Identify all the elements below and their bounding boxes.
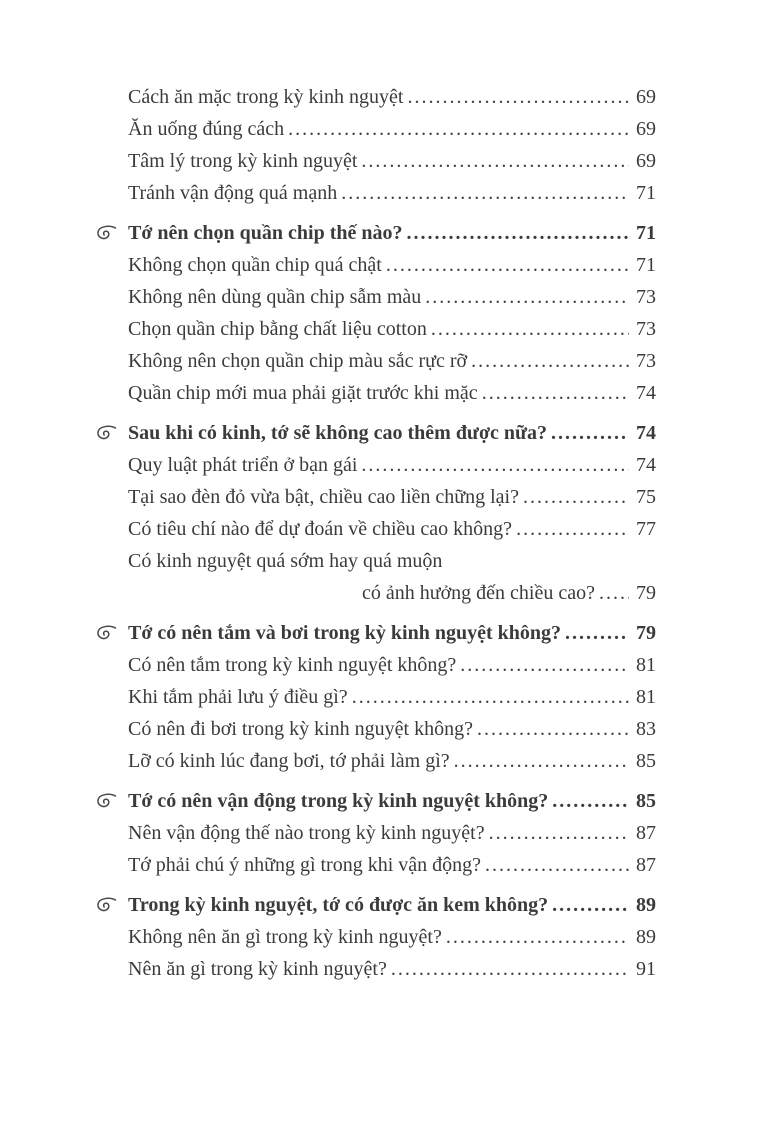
dot-leader [552,788,629,814]
toc-page-number: 79 [636,622,656,644]
toc-page-number: 69 [636,150,656,172]
dot-leader [386,252,629,278]
toc-page-number: 81 [636,654,656,676]
dot-leader [482,380,629,406]
dot-leader [408,84,630,110]
dot-leader [454,748,629,774]
toc-entry [128,652,656,678]
toc-section-entry [128,420,656,446]
dot-leader [485,852,629,878]
toc-page-number: 91 [636,958,656,980]
toc-entry-label: Ăn uống đúng cách [128,118,285,140]
toc-page-number: 85 [636,790,656,812]
dot-leader [565,620,629,646]
toc-page-number: 75 [636,486,656,508]
toc-entry [128,252,656,278]
toc-entry [128,748,656,774]
swirl-icon [95,625,117,641]
toc-entry [128,852,656,878]
toc-section-entry [128,788,656,814]
toc-entry-label: Tâm lý trong kỳ kinh nguyệt [128,150,358,172]
toc-entry-label: Không nên dùng quần chip sẫm màu [128,286,422,308]
toc-section-label: Tớ có nên tắm và bơi trong kỳ kinh nguyệt không? [128,622,561,644]
toc-entry [128,820,656,846]
toc-section-label: Tớ có nên vận động trong kỳ kinh nguyệt không? [128,790,549,812]
toc-entry-line2 [128,580,656,606]
dot-leader [361,452,629,478]
toc-entry-label: Không nên ăn gì trong kỳ kinh nguyệt? [128,926,442,948]
swirl-icon [95,225,117,241]
toc-entry [128,516,656,542]
toc-page-number: 87 [636,854,656,876]
toc-page-number: 71 [636,254,656,276]
toc-entry-label: Không nên chọn quần chip màu sắc rực rỡ [128,350,468,372]
toc-entry-label: Cách ăn mặc trong kỳ kinh nguyệt [128,86,404,108]
toc-entry-label: Khi tắm phải lưu ý điều gì? [128,686,348,708]
toc-entry-label: Có kinh nguyệt quá sớm hay quá muộn [128,550,443,572]
dot-leader [551,420,629,446]
toc-list [128,84,656,982]
dot-leader [477,716,629,742]
toc-entry [128,180,656,206]
toc-entry-label: Nên ăn gì trong kỳ kinh nguyệt? [128,958,387,980]
dot-leader [552,892,629,918]
dot-leader [471,348,629,374]
toc-entry [128,452,656,478]
toc-entry-label: Tớ phải chú ý những gì trong khi vận động? [128,854,482,876]
toc-entry-label: Quần chip mới mua phải giặt trước khi mặc [128,382,478,404]
toc-section-entry [128,892,656,918]
toc-section-entry [128,620,656,646]
swirl-icon [95,425,117,441]
dot-leader [391,956,629,982]
toc-page-number: 73 [636,318,656,340]
dot-leader [516,516,629,542]
toc-entry-label: Lỡ có kinh lúc đang bơi, tớ phải làm gì? [128,750,450,772]
toc-entry-label: Tại sao đèn đỏ vừa bật, chiều cao liền chững lại? [128,486,519,508]
toc-page-number: 89 [636,926,656,948]
toc-page-number: 73 [636,286,656,308]
dot-leader [599,580,629,606]
toc-entry [128,116,656,142]
dot-leader [431,316,629,342]
toc-entry [128,148,656,174]
toc-entry-label: Có nên đi bơi trong kỳ kinh nguyệt không? [128,718,473,740]
toc-entry-label: Nên vận động thế nào trong kỳ kinh nguyệt? [128,822,485,844]
toc-page-number: 69 [636,118,656,140]
toc-entry-line1 [128,548,656,574]
toc-page-number: 83 [636,718,656,740]
toc-page-number: 77 [636,518,656,540]
toc-entry [128,84,656,110]
toc-section-label: Sau khi có kinh, tớ sẽ không cao thêm được nữa? [128,422,548,444]
dot-leader [489,820,629,846]
toc-entry-label: Quy luật phát triển ở bạn gái [128,454,358,476]
dot-leader [446,924,629,950]
toc-page-number: 81 [636,686,656,708]
toc-page-number: 89 [636,894,656,916]
toc-page-number: 71 [636,182,656,204]
toc-entry-label: Chọn quần chip bằng chất liệu cotton [128,318,427,340]
toc-page-number: 69 [636,86,656,108]
toc-page-number: 85 [636,750,656,772]
toc-entry [128,380,656,406]
dot-leader [523,484,629,510]
dot-leader [425,284,629,310]
toc-entry [128,924,656,950]
toc-entry-label: Tránh vận động quá mạnh [128,182,338,204]
swirl-icon [95,793,117,809]
toc-page-number: 74 [636,422,656,444]
swirl-icon [95,897,117,913]
dot-leader [361,148,629,174]
toc-entry-label: Có nên tắm trong kỳ kinh nguyệt không? [128,654,457,676]
dot-leader [352,684,629,710]
toc-entry [128,484,656,510]
toc-entry-label: Có tiêu chí nào để dự đoán về chiều cao không? [128,518,513,540]
dot-leader [288,116,629,142]
toc-entry [128,684,656,710]
toc-section-label: Trong kỳ kinh nguyệt, tớ có được ăn kem không? [128,894,549,916]
toc-entry [128,316,656,342]
toc-section-label: Tớ nên chọn quần chip thế nào? [128,222,403,244]
dot-leader [341,180,629,206]
toc-page-number: 73 [636,350,656,372]
toc-page-number: 79 [636,582,656,604]
toc-entry-label-continuation: có ảnh hưởng đến chiều cao? [362,582,595,604]
toc-page-number: 74 [636,454,656,476]
toc-page-number: 71 [636,222,656,244]
toc-entry [128,716,656,742]
toc-section-entry [128,220,656,246]
toc-entry [128,284,656,310]
toc-entry-label: Không chọn quần chip quá chật [128,254,382,276]
toc-entry [128,956,656,982]
toc-page-number: 74 [636,382,656,404]
dot-leader [407,220,630,246]
toc-page-number: 87 [636,822,656,844]
toc-entry [128,348,656,374]
dot-leader [460,652,629,678]
